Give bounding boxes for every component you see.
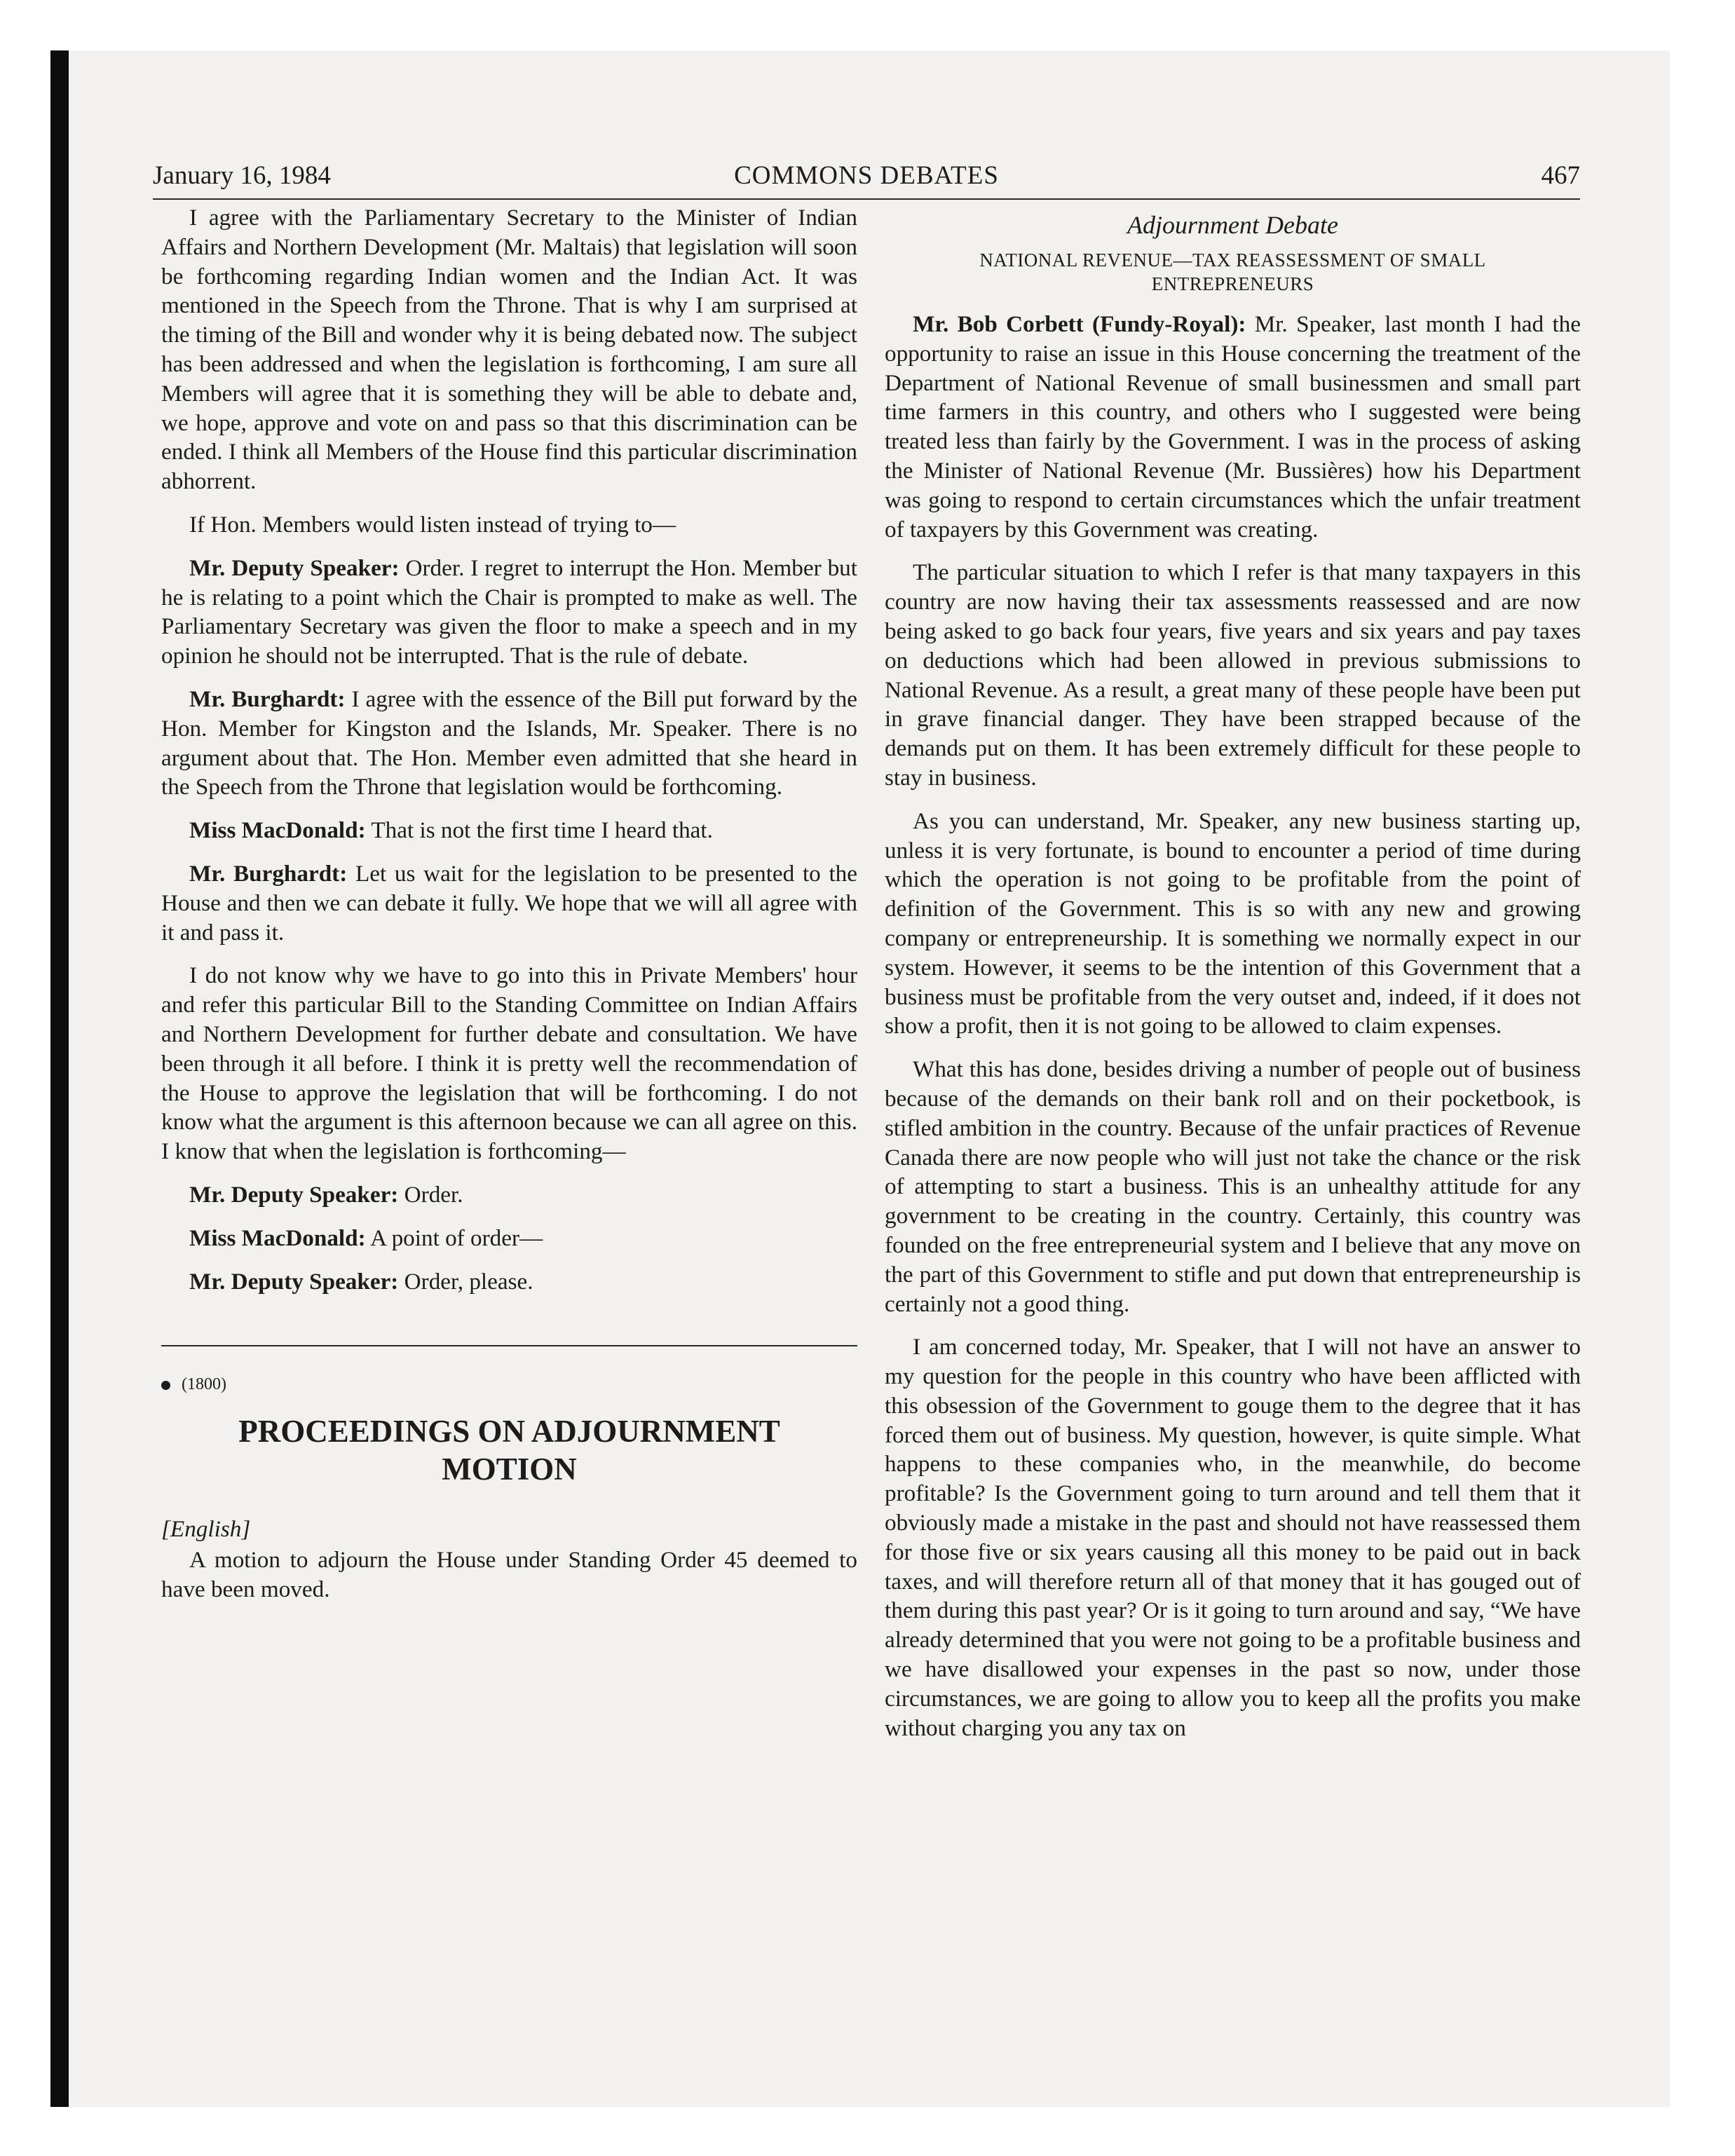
section-divider [161,1345,857,1346]
speech [161,1180,857,1210]
speaker-name: Miss MacDonald: [189,817,366,844]
speaker-name: Mr. Deputy Speaker: [189,554,400,581]
left-column [161,203,857,1618]
speech [885,310,1581,544]
speaker-name: Mr. Burghardt: [189,860,348,887]
running-header [153,158,1580,198]
header-journal-title: COMMONS DEBATES [734,161,999,190]
bullet-icon [161,1381,170,1390]
speech-text: Order. [404,1181,463,1208]
paragraph: What this has done, besides driving a number of people out of business because of the demands on their bank roll and on their pocketbook, is stifled ambition in the country. Because of the unfair practices of Revenue Canada there are now people who will just not take the chance or the risk of attempting to start a business. This is an unhealthy attitude for any government to be creating in the country. Certainly, this country was founded on the free entrepreneurial system and I believe that any move on the part of this Government to stifle and put down that entrepreneurship is certainly not a good thing. [885,1056,1581,1317]
speech-text: A point of order— [370,1224,543,1251]
speech-text: Mr. Speaker, last month I had the opportunity to raise an issue in this House concerning the treatment of the Department of National Revenue of small businessmen and small part time farmers in this country, and others who I suggested were being treated less than fairly by the Government. I was in the process of asking the Minister of National Revenue (Mr. Bussières) how his Department was going to respond to certain circumstances which the unfair treatment of taxpayers by this Government was creating. [885,311,1581,543]
speaker-name: Mr. Bob Corbett (Fundy-Royal): [913,311,1246,337]
page-number: 467 [1541,161,1580,190]
header-rule [153,198,1580,200]
section-heading: Adjournment Debate [1127,211,1338,239]
speaker-name: Mr. Deputy Speaker: [189,1181,399,1208]
speech [161,554,857,671]
right-column [885,203,1581,1756]
header-date: January 16, 1984 [153,161,331,190]
binding-edge-shadow [50,50,69,2107]
speaker-name: Miss MacDonald: [189,1224,366,1251]
speech [161,816,857,845]
speech [161,685,857,802]
speech-text: I agree with the essence of the Bill put forward by the Hon. Member for Kingston and the Islands, Mr. Speaker. There is no argument about that. The Hon. Member even admitted that she heard in the Speech from the Throne that legislation would be forthcoming. [161,685,858,800]
paragraph: I agree with the Parliamentary Secretary to the Minister of Indian Affairs and Northern Development (Mr. Maltais) that legislation will soon be forthcoming regarding Indian women and the Indian Act. It was mentioned in the Speech from the Throne. That is why I am surprised at the timing of the Bill and wonder why it is being debated now. The subject has been addressed and when the legislation is forthcoming, I am sure all Members will agree that it is something they will be able to debate and, we hope, approve and vote on and pass so that this discrimination can be ended. I think all Members of the House find this particular discrimination abhorrent. [161,205,857,495]
language-tag [161,1515,857,1544]
speech-text: Order, please. [404,1268,533,1295]
speech-text: That is not the first time I heard that. [371,817,713,844]
time-marker-text: (1800) [182,1375,226,1394]
subject-heading: NATIONAL REVENUE—TAX REASSESSMENT OF SMALL ENTREPRENEURS [979,250,1486,294]
paragraph: A motion to adjourn the House under Standing Order 45 deemed to have been moved. [161,1547,857,1602]
speech-text: Order. I regret to interrupt the Hon. Member but he is relating to a point which the Chair is prompted to make as well. The Parliamentary Secretary was given the floor to make a speech and in my opinion he should not be interrupted. That is the rule of debate. [161,554,858,669]
paragraph: The particular situation to which I refer is that many taxpayers in this country are now having their tax assessments reassessed and are now being asked to go back four years, five years and six years and pay taxes on deductions which had been allowed in previous submissions to National Revenue. As a result, a great many of these people have been put in grave financial danger. They have been strapped because of the demands put on them. It has been extremely difficult for these people to stay in business. [885,559,1581,791]
paragraph: As you can understand, Mr. Speaker, any new business starting up, unless it is very fortunate, is bound to encounter a period of time during which the operation is not going to be profitable from the point of definition of the Government. This is so with any new and growing company or entrepreneurship. It is something we normally expect in our system. However, it seems to be the intention of this Government that a business must be profitable from the very outset and, indeed, if it does not show a profit, then it is not going to be allowed to claim expenses. [885,807,1581,1039]
paragraph: I am concerned today, Mr. Speaker, that I will not have an answer to my question for the people in this country who have been afflicted with this obsession of the Government to gouge them to the degree that it has forced them out of business. My question, however, is quite simple. What happens to these companies who, in the meanwhile, do become profitable? Is the Government going to turn around and tell them that it obviously made a mistake in the past and should not have reassessed them for those five or six years causing all this money to be paid out in back taxes, and will therefore return all of that money that it has gouged out of them during this past year? Or is it going to turn around and say, “We have already determined that you were not going to be a profitable business and we have disallowed your expenses in the past so now, under those circumstances, we are going to allow you to keep all the profits you make without charging you any tax on [885,1334,1581,1741]
language-tag-text: [English] [161,1516,251,1543]
time-marker [161,1372,857,1397]
speech-text: Let us wait for the legislation to be presented to the House and then we can debate it fully. We hope that we will all agree with it and pass it. [161,860,858,946]
proceedings-heading: PROCEEDINGS ON ADJOURNMENT MOTION [238,1414,780,1487]
speaker-name: Mr. Burghardt: [189,685,346,712]
speech [161,1267,857,1297]
speaker-name: Mr. Deputy Speaker: [189,1268,399,1295]
paragraph: I do not know why we have to go into this in Private Members' hour and refer this particular Bill to the Standing Committee on Indian Affairs and Northern Development for further debate and consultation. We have been through it all before. I think it is pretty well the recommendation of the House to approve the legislation that will be forthcoming. I do not know what the argument is this afternoon because we can all agree on this. I know that when the legislation is forthcoming— [161,962,857,1165]
paragraph: If Hon. Members would listen instead of trying to— [189,511,676,538]
speech [161,859,857,947]
speech [161,1224,857,1253]
